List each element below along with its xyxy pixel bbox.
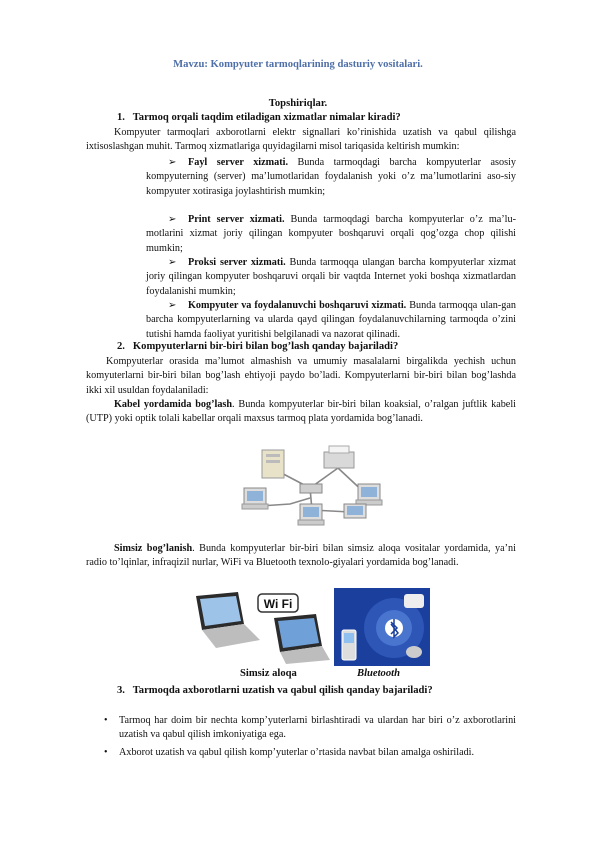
question-1-number: 1.	[117, 112, 125, 123]
question-3	[117, 684, 433, 698]
service-description: Bunda tarmoqdagi barcha kompyuterlar o’z ma’lu-motlarini xizmat joriy qilingan kompyuter boshqaruvi orqali qog’ozga chop qilishi mumkin;	[146, 214, 517, 254]
wifi-logo-text: Wi Fi	[263, 597, 293, 611]
wired-term: Kabel yordamida bog’lash	[114, 399, 233, 410]
wired-paragraph	[86, 398, 516, 427]
computer-icon	[356, 484, 382, 505]
headset-icon	[404, 594, 424, 608]
service-item	[146, 299, 516, 342]
service-item	[146, 156, 516, 199]
service-description: Bunda tarmoqqa ulangan barcha kompyuterlar xizmat joriy qilingan kompyuter boshqaruvi orqali bir vaqtda Internet yoki boshqa xizmatlardan foydalanishi mumkin;	[146, 257, 516, 297]
computer-icon	[344, 504, 366, 518]
computer-icon	[298, 504, 324, 525]
service-item	[146, 213, 516, 256]
question-2	[117, 340, 398, 354]
caption-wireless: Simsiz aloqa	[240, 668, 297, 679]
mouse-icon	[406, 646, 422, 658]
service-name: Kompyuter va foydalanuvchi boshqaruvi xizmati.	[188, 300, 407, 311]
service-description: Bunda tarmoqdagi barcha kompyuterlar asosiy kompyuterning (server) ma’lumotlaridan foydalanish yoki o’z ma’lumotlarini aso-siy kompyuter xotirasiga joylashtirish mumkin;	[146, 157, 516, 197]
computer-icon	[242, 488, 268, 509]
arrow-bullet-icon: ➢	[168, 300, 177, 311]
caption-bluetooth: Bluetooth	[357, 668, 400, 679]
bluetooth-icon	[385, 619, 403, 637]
wireless-paragraph	[86, 542, 516, 571]
question-3-text: Tarmoqda axborotlarni uzatish va qabul qilish qanday bajariladi?	[132, 685, 433, 696]
intro-paragraph: Kompyuter tarmoqlari axborotlarni elektr signallari ko’rinishida uzatish va qabul qilishga ixtisoslashgan muhit. Tarmoq xizmatlariga quyidagilarni misol tariqasida keltirish mumkin:	[86, 127, 516, 153]
wifi-logo-icon	[258, 594, 298, 612]
section-heading: Topshiriqlar.	[268, 98, 328, 109]
wifi-laptops-image	[188, 588, 332, 666]
service-description: Bunda tarmoqqa ulan-gan barcha kompyuterlarning va ularda qayd qilingan foydalanuvchilarning tarmoqda o’zini tutishi hamda faoliyat yuritishi belgilanadi va nazorat qilinadi.	[146, 300, 516, 340]
connection-paragraph: Kompyuterlar orasida ma’lumot almashish va umumiy masalalarni birgalikda yechish uchun komyuterlarni bir-biri bilan bog’lash ehtiyoji paydo bo’ladi. Kompyuterlarni bir-biri bilan bog’lashda ikki xil usuldan foydalaniladi:	[86, 356, 516, 396]
printer-icon	[324, 446, 354, 468]
question-2-text: Kompyuterlarni bir-biri bilan bog’lash qanday bajariladi?	[132, 341, 399, 352]
hub-icon	[300, 484, 322, 493]
bluetooth-devices-image	[334, 588, 430, 666]
service-name: Print server xizmati.	[188, 214, 285, 225]
page-title: Mavzu: Kompyuter tarmoqlarining dasturiy vositalari.	[173, 59, 423, 70]
wired-description: . Bunda kompyuterlar bir-biri bilan koaksial, o’ralgan juftlik kabeli (UTP) yoki optik tolali kabellar orqali maxsus tarmoq plata yordamida bog’lanadi.	[86, 399, 516, 425]
question-2-number: 2.	[117, 341, 125, 352]
mobile-phone-icon	[342, 630, 356, 660]
arrow-bullet-icon: ➢	[168, 214, 177, 225]
wireless-term: Simsiz bog’lanish	[114, 543, 193, 554]
question-3-number: 3.	[117, 685, 125, 696]
arrow-bullet-icon: ➢	[168, 257, 177, 268]
arrow-bullet-icon: ➢	[168, 157, 177, 168]
bullet-item: Axborot uzatish va qabul qilish komp’yuterlar o’rtasida navbat bilan amalga oshiriladi.	[119, 747, 475, 758]
bullet-icon: •	[104, 747, 108, 758]
bullet-icon: •	[104, 715, 108, 726]
question-1-text: Tarmoq orqali taqdim etiladigan xizmatlar nimalar kiradi?	[132, 112, 401, 123]
wired-network-diagram	[230, 438, 390, 528]
service-item	[146, 256, 516, 299]
service-name: Proksi server xizmati.	[188, 257, 286, 268]
service-name: Fayl server xizmati.	[188, 157, 288, 168]
bullet-item: Tarmoq har doim bir nechta komp’yuterlarni birlashtiradi va ulardan har biri o’z axborotlarini uzatish va qabul qilish imkoniyatiga ega.	[119, 715, 516, 741]
question-1	[117, 111, 401, 125]
server-icon	[262, 450, 284, 478]
wireless-description: . Bunda kompyuterlar bir-biri bilan simsiz aloqa vositalar yordamida, ya’ni radio to’lqinlar, infraqizil nurlar, WiFi va Bluetooth texnolo-giyalari yordamida bog’lanadi.	[86, 543, 516, 569]
